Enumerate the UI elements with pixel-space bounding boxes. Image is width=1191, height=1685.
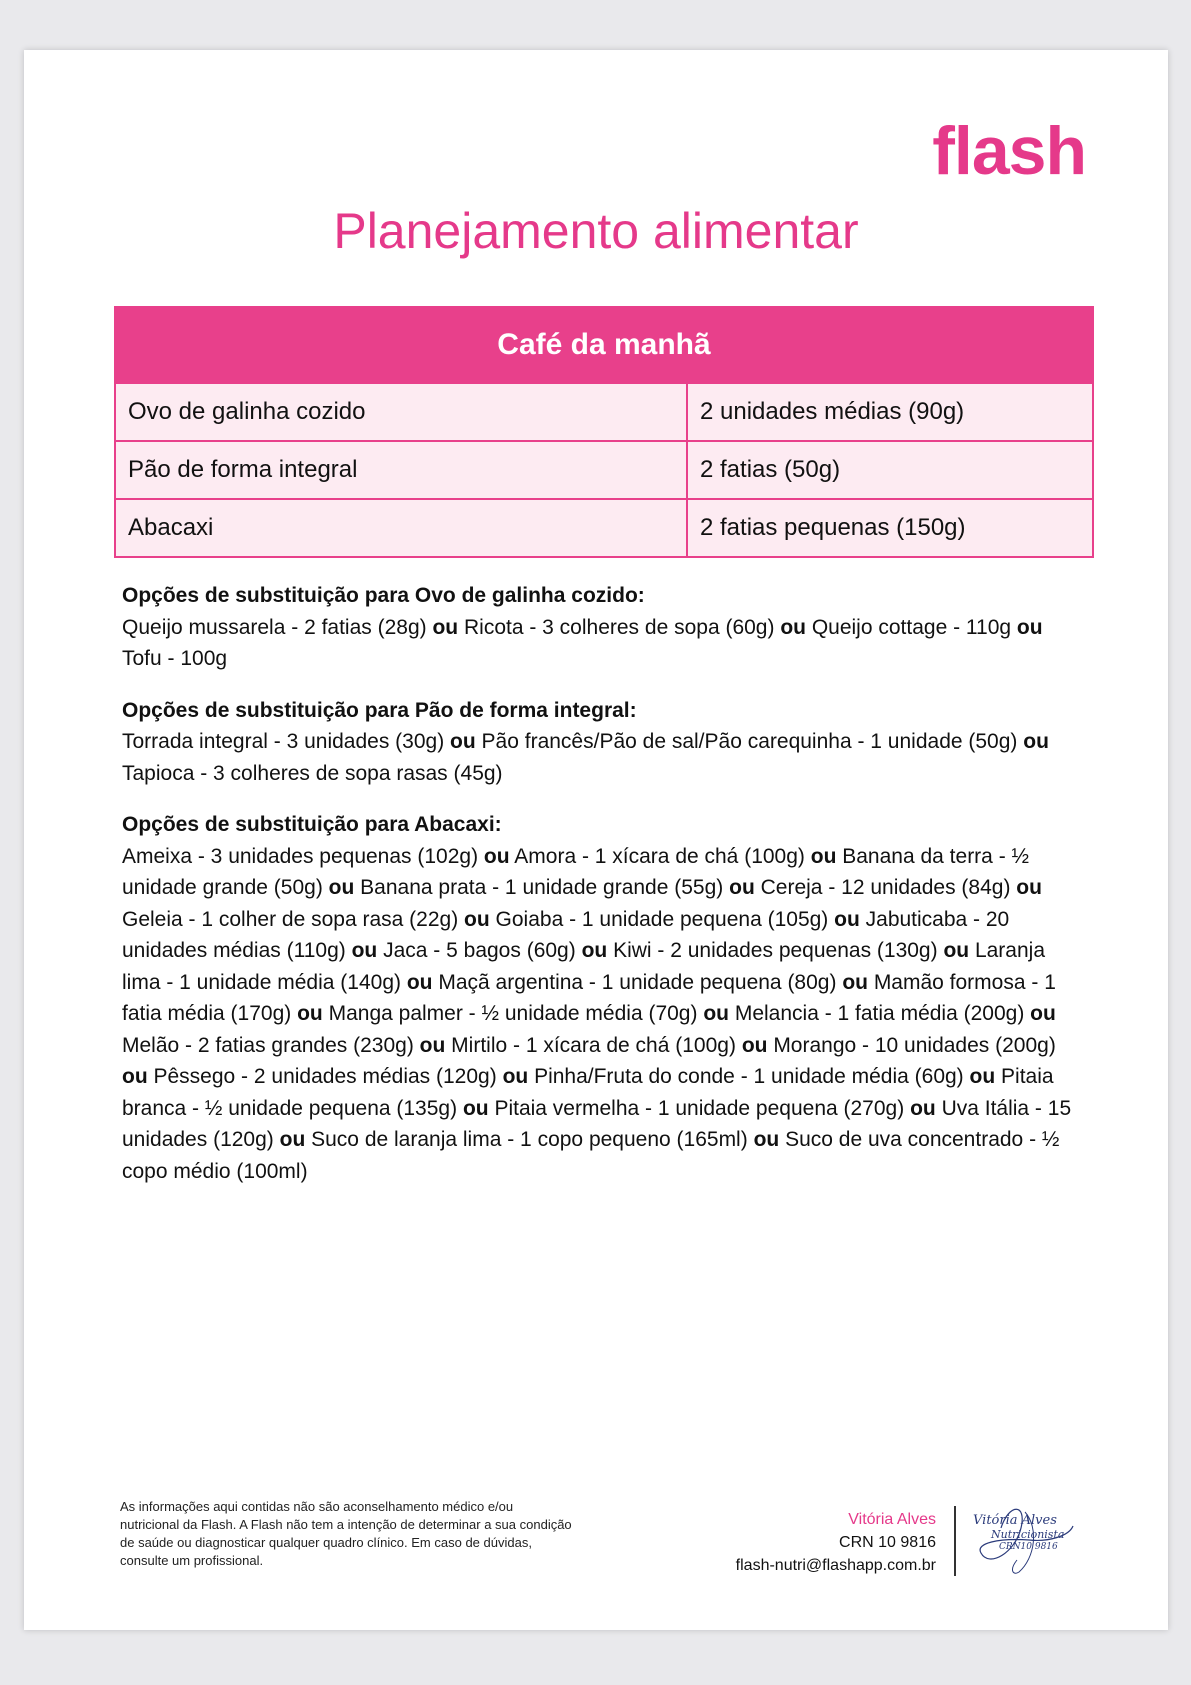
amount-cell: 2 fatias pequenas (150g) bbox=[687, 499, 1093, 557]
or-separator: ou bbox=[464, 907, 490, 931]
substitution-option: Tapioca - 3 colheres de sopa rasas (45g) bbox=[122, 761, 503, 785]
substitution-block-pineapple bbox=[122, 809, 1082, 1187]
substitution-option: Pinha/Fruta do conde - 1 unidade média (60g) bbox=[534, 1065, 964, 1088]
or-separator: ou bbox=[1023, 730, 1049, 753]
substitution-block-egg bbox=[122, 580, 1082, 675]
or-separator: ou bbox=[279, 1128, 306, 1151]
substitution-title: Opções de substituição para Pão de forma integral: bbox=[122, 698, 637, 722]
substitution-option: Uva Itália - 15 unidades (120g) bbox=[122, 1096, 1072, 1151]
or-separator: ou bbox=[122, 1065, 148, 1088]
page-title: Planejamento alimentar bbox=[333, 203, 859, 259]
or-separator: ou bbox=[483, 844, 510, 868]
substitution-option: Maçã argentina - 1 unidade pequena (80g) bbox=[438, 970, 837, 994]
substitution-option: Laranja lima - 1 unidade média (140g) bbox=[122, 939, 1046, 994]
substitution-option: Suco de laranja lima - 1 copo pequeno (165ml) bbox=[311, 1128, 748, 1151]
substitution-option: Queijo cottage - 110g bbox=[811, 615, 1012, 639]
professional-name: Vitória Alves bbox=[848, 1511, 936, 1528]
professional-email: flash-nutri@flashapp.com.br bbox=[735, 1557, 936, 1574]
or-separator: ou bbox=[502, 1065, 529, 1088]
amount-cell: 2 fatias (50g) bbox=[687, 441, 1093, 499]
food-cell: Ovo de galinha cozido bbox=[115, 383, 687, 441]
substitution-option: Cereja - 12 unidades (84g) bbox=[760, 876, 1011, 899]
table-row bbox=[115, 499, 1093, 557]
substitutions-section bbox=[122, 580, 1082, 1207]
or-separator: ou bbox=[432, 615, 459, 639]
signature-divider bbox=[954, 1506, 956, 1576]
or-separator: ou bbox=[581, 939, 608, 962]
or-separator: ou bbox=[351, 939, 378, 962]
substitution-option: Pão francês/Pão de sal/Pão carequinha - 1 unidade (50g) bbox=[481, 730, 1018, 753]
substitution-option: Pitaia branca - ½ unidade pequena (135g) bbox=[122, 1065, 1054, 1120]
or-separator: ou bbox=[1016, 876, 1042, 899]
or-separator: ou bbox=[834, 907, 860, 931]
substitution-option: Ricota - 3 colheres de sopa (60g) bbox=[463, 615, 775, 639]
or-separator: ou bbox=[753, 1128, 780, 1151]
substitution-option: Amora - 1 xícara de chá (100g) bbox=[514, 844, 805, 868]
professional-crn: CRN 10 9816 bbox=[839, 1534, 936, 1551]
substitution-option: Suco de uva concentrado - ½ copo médio (100ml) bbox=[122, 1128, 1060, 1183]
or-separator: ou bbox=[780, 615, 806, 639]
disclaimer: As informações aqui contidas não são aconselhamento médico e/ou nutricional da Flash. A Flash não tem a intenção de determinar a sua condição de saúde ou diagnosticar qualquer quadro clínico. Em caso de dúvidas, consulte um profissional. bbox=[120, 1499, 572, 1568]
substitution-option: Morango - 10 unidades (200g) bbox=[773, 1033, 1056, 1057]
substitution-option: Jaca - 5 bagos (60g) bbox=[383, 939, 576, 962]
substitution-option: Queijo mussarela - 2 fatias (28g) bbox=[122, 615, 427, 639]
or-separator: ou bbox=[406, 970, 433, 994]
or-separator: ou bbox=[297, 1002, 323, 1025]
substitution-option: Mamão formosa - 1 fatia média (170g) bbox=[122, 970, 1056, 1025]
or-separator: ou bbox=[703, 1002, 729, 1025]
or-separator: ou bbox=[969, 1065, 996, 1088]
substitution-option: Ameixa - 3 unidades pequenas (102g) bbox=[122, 844, 479, 868]
document-page bbox=[24, 50, 1168, 1630]
substitution-options bbox=[122, 612, 1082, 675]
or-separator: ou bbox=[1030, 1002, 1056, 1025]
or-separator: ou bbox=[419, 1033, 446, 1057]
substitution-option: Manga palmer - ½ unidade média (70g) bbox=[328, 1002, 698, 1025]
substitution-option: Banana da terra - ½ unidade grande (50g) bbox=[122, 844, 1030, 899]
signature-line-1: Vitória Alves bbox=[973, 1513, 1057, 1528]
or-separator: ou bbox=[1016, 615, 1043, 639]
or-separator: ou bbox=[910, 1096, 936, 1120]
substitution-option: Tofu - 100g bbox=[122, 647, 228, 670]
signature-line-3: CRN10 9816 bbox=[999, 1542, 1058, 1552]
substitution-block-bread bbox=[122, 695, 1082, 790]
substitution-option: Mirtilo - 1 xícara de chá (100g) bbox=[451, 1033, 736, 1057]
or-separator: ou bbox=[741, 1033, 768, 1057]
substitution-option: Torrada integral - 3 unidades (30g) bbox=[122, 730, 445, 753]
or-separator: ou bbox=[462, 1096, 489, 1120]
substitution-option: Geleia - 1 colher de sopa rasa (22g) bbox=[122, 907, 459, 931]
food-cell: Abacaxi bbox=[115, 499, 687, 557]
or-separator: ou bbox=[729, 876, 755, 899]
meal-name: Café da manhã bbox=[115, 307, 1093, 383]
or-separator: ou bbox=[842, 970, 868, 994]
meal-table bbox=[114, 306, 1094, 558]
flash-logo: flash bbox=[932, 113, 1086, 189]
substitution-title: Opções de substituição para Ovo de galinha cozido: bbox=[122, 584, 645, 607]
signature-line-2: Nutricionista bbox=[991, 1528, 1065, 1541]
substitution-options bbox=[122, 841, 1082, 1188]
or-separator: ou bbox=[450, 730, 476, 753]
substitution-title: Opções de substituição para Abacaxi: bbox=[122, 813, 502, 836]
substitution-option: Kiwi - 2 unidades pequenas (130g) bbox=[613, 939, 938, 962]
professional-info bbox=[736, 1508, 936, 1577]
substitution-option: Banana prata - 1 unidade grande (55g) bbox=[360, 876, 724, 899]
amount-cell: 2 unidades médias (90g) bbox=[687, 383, 1093, 441]
or-separator: ou bbox=[810, 844, 837, 868]
substitution-option: Pêssego - 2 unidades médias (120g) bbox=[153, 1065, 497, 1088]
substitution-option: Goiaba - 1 unidade pequena (105g) bbox=[495, 907, 829, 931]
substitution-option: Melão - 2 fatias grandes (230g) bbox=[122, 1033, 414, 1057]
or-separator: ou bbox=[328, 876, 355, 899]
substitution-option: Pitaia vermelha - 1 unidade pequena (270g) bbox=[494, 1096, 905, 1120]
substitution-option: Jabuticaba - 20 unidades médias (110g) bbox=[122, 907, 1010, 962]
substitution-option: Melancia - 1 fatia média (200g) bbox=[734, 1002, 1025, 1025]
food-cell: Pão de forma integral bbox=[115, 441, 687, 499]
signature-stamp-icon bbox=[969, 1498, 1079, 1578]
substitution-options bbox=[122, 726, 1082, 789]
or-separator: ou bbox=[943, 939, 970, 962]
table-row bbox=[115, 383, 1093, 441]
table-row bbox=[115, 441, 1093, 499]
